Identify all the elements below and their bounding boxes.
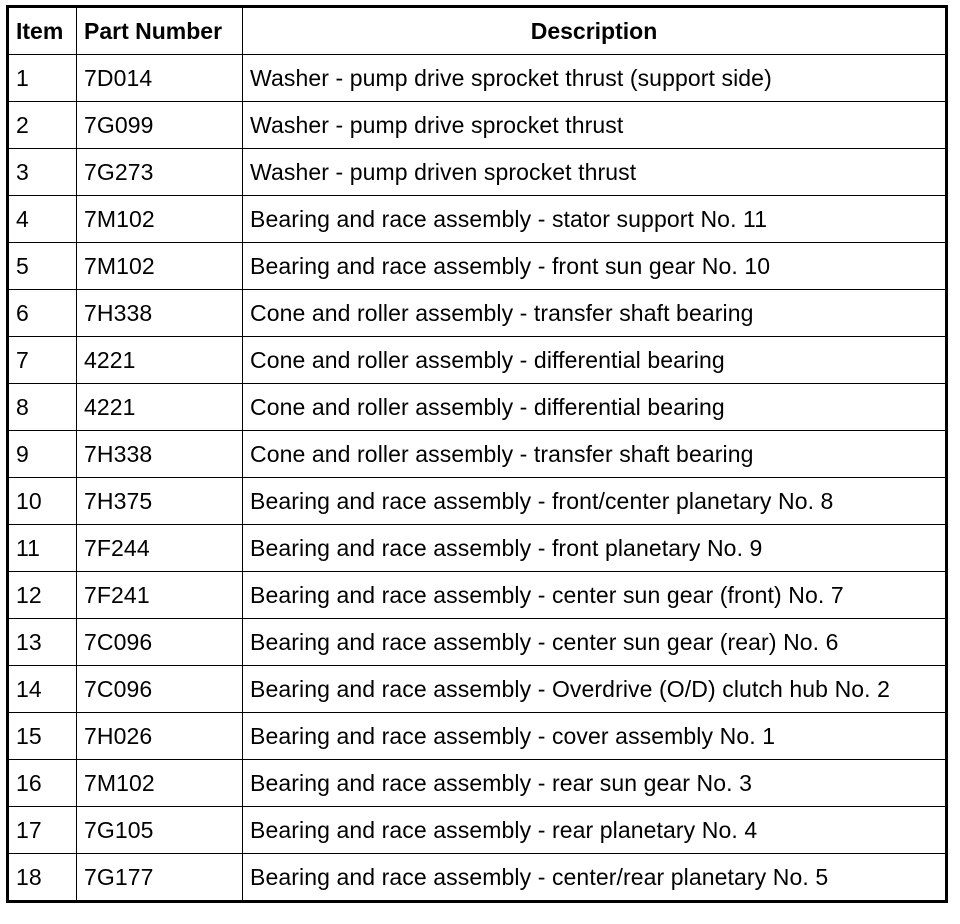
description-cell: Bearing and race assembly - Overdrive (O/D) clutch hub No. 2 [243, 666, 947, 713]
part-number-cell: 7F244 [77, 525, 243, 572]
description-cell: Bearing and race assembly - stator support No. 11 [243, 196, 947, 243]
item-cell: 2 [8, 102, 77, 149]
description-cell: Bearing and race assembly - center sun gear (rear) No. 6 [243, 619, 947, 666]
part-number-cell: 7G099 [77, 102, 243, 149]
item-cell: 3 [8, 149, 77, 196]
description-cell: Bearing and race assembly - rear sun gear No. 3 [243, 760, 947, 807]
table-row [8, 807, 947, 854]
part-number-cell: 7D014 [77, 55, 243, 102]
description-cell: Washer - pump driven sprocket thrust [243, 149, 947, 196]
part-number-cell: 7G177 [77, 854, 243, 902]
part-number-cell: 7M102 [77, 196, 243, 243]
description-cell: Bearing and race assembly - center sun gear (front) No. 7 [243, 572, 947, 619]
description-cell: Bearing and race assembly - front planetary No. 9 [243, 525, 947, 572]
item-cell: 12 [8, 572, 77, 619]
table-row [8, 666, 947, 713]
item-cell: 16 [8, 760, 77, 807]
table-row [8, 243, 947, 290]
item-cell: 10 [8, 478, 77, 525]
table-row [8, 337, 947, 384]
header-row [8, 7, 947, 55]
description-cell: Washer - pump drive sprocket thrust [243, 102, 947, 149]
part-number-cell: 7M102 [77, 760, 243, 807]
table-row [8, 431, 947, 478]
item-cell: 11 [8, 525, 77, 572]
table-row [8, 572, 947, 619]
description-cell: Cone and roller assembly - transfer shaft bearing [243, 290, 947, 337]
item-cell: 7 [8, 337, 77, 384]
item-cell: 13 [8, 619, 77, 666]
table-header [8, 7, 947, 55]
description-cell: Cone and roller assembly - differential bearing [243, 384, 947, 431]
part-number-cell: 7G105 [77, 807, 243, 854]
part-number-cell: 7C096 [77, 619, 243, 666]
table-row [8, 760, 947, 807]
part-number-cell: 7F241 [77, 572, 243, 619]
part-number-cell: 7H375 [77, 478, 243, 525]
item-cell: 6 [8, 290, 77, 337]
table-row [8, 713, 947, 760]
item-cell: 4 [8, 196, 77, 243]
part-number-cell: 7G273 [77, 149, 243, 196]
header-description: Description [243, 7, 947, 55]
table-body [8, 55, 947, 902]
header-part-number: Part Number [77, 7, 243, 55]
description-cell: Bearing and race assembly - cover assembly No. 1 [243, 713, 947, 760]
table-row [8, 196, 947, 243]
description-cell: Bearing and race assembly - front/center planetary No. 8 [243, 478, 947, 525]
part-number-cell: 4221 [77, 337, 243, 384]
part-number-cell: 7H338 [77, 290, 243, 337]
table-row [8, 290, 947, 337]
item-cell: 9 [8, 431, 77, 478]
item-cell: 8 [8, 384, 77, 431]
table-row [8, 525, 947, 572]
item-cell: 15 [8, 713, 77, 760]
part-number-cell: 7C096 [77, 666, 243, 713]
item-cell: 1 [8, 55, 77, 102]
item-cell: 17 [8, 807, 77, 854]
header-item: Item [8, 7, 77, 55]
table-row [8, 854, 947, 902]
item-cell: 5 [8, 243, 77, 290]
item-cell: 18 [8, 854, 77, 902]
description-cell: Bearing and race assembly - rear planetary No. 4 [243, 807, 947, 854]
part-number-cell: 4221 [77, 384, 243, 431]
item-cell: 14 [8, 666, 77, 713]
table-row [8, 55, 947, 102]
description-cell: Cone and roller assembly - transfer shaft bearing [243, 431, 947, 478]
part-number-cell: 7H338 [77, 431, 243, 478]
table-row [8, 478, 947, 525]
part-number-cell: 7M102 [77, 243, 243, 290]
table-row [8, 149, 947, 196]
description-cell: Bearing and race assembly - front sun gear No. 10 [243, 243, 947, 290]
description-cell: Cone and roller assembly - differential bearing [243, 337, 947, 384]
part-number-cell: 7H026 [77, 713, 243, 760]
description-cell: Bearing and race assembly - center/rear planetary No. 5 [243, 854, 947, 902]
table-row [8, 619, 947, 666]
description-cell: Washer - pump drive sprocket thrust (support side) [243, 55, 947, 102]
table-row [8, 102, 947, 149]
table-row [8, 384, 947, 431]
parts-table [6, 5, 948, 903]
